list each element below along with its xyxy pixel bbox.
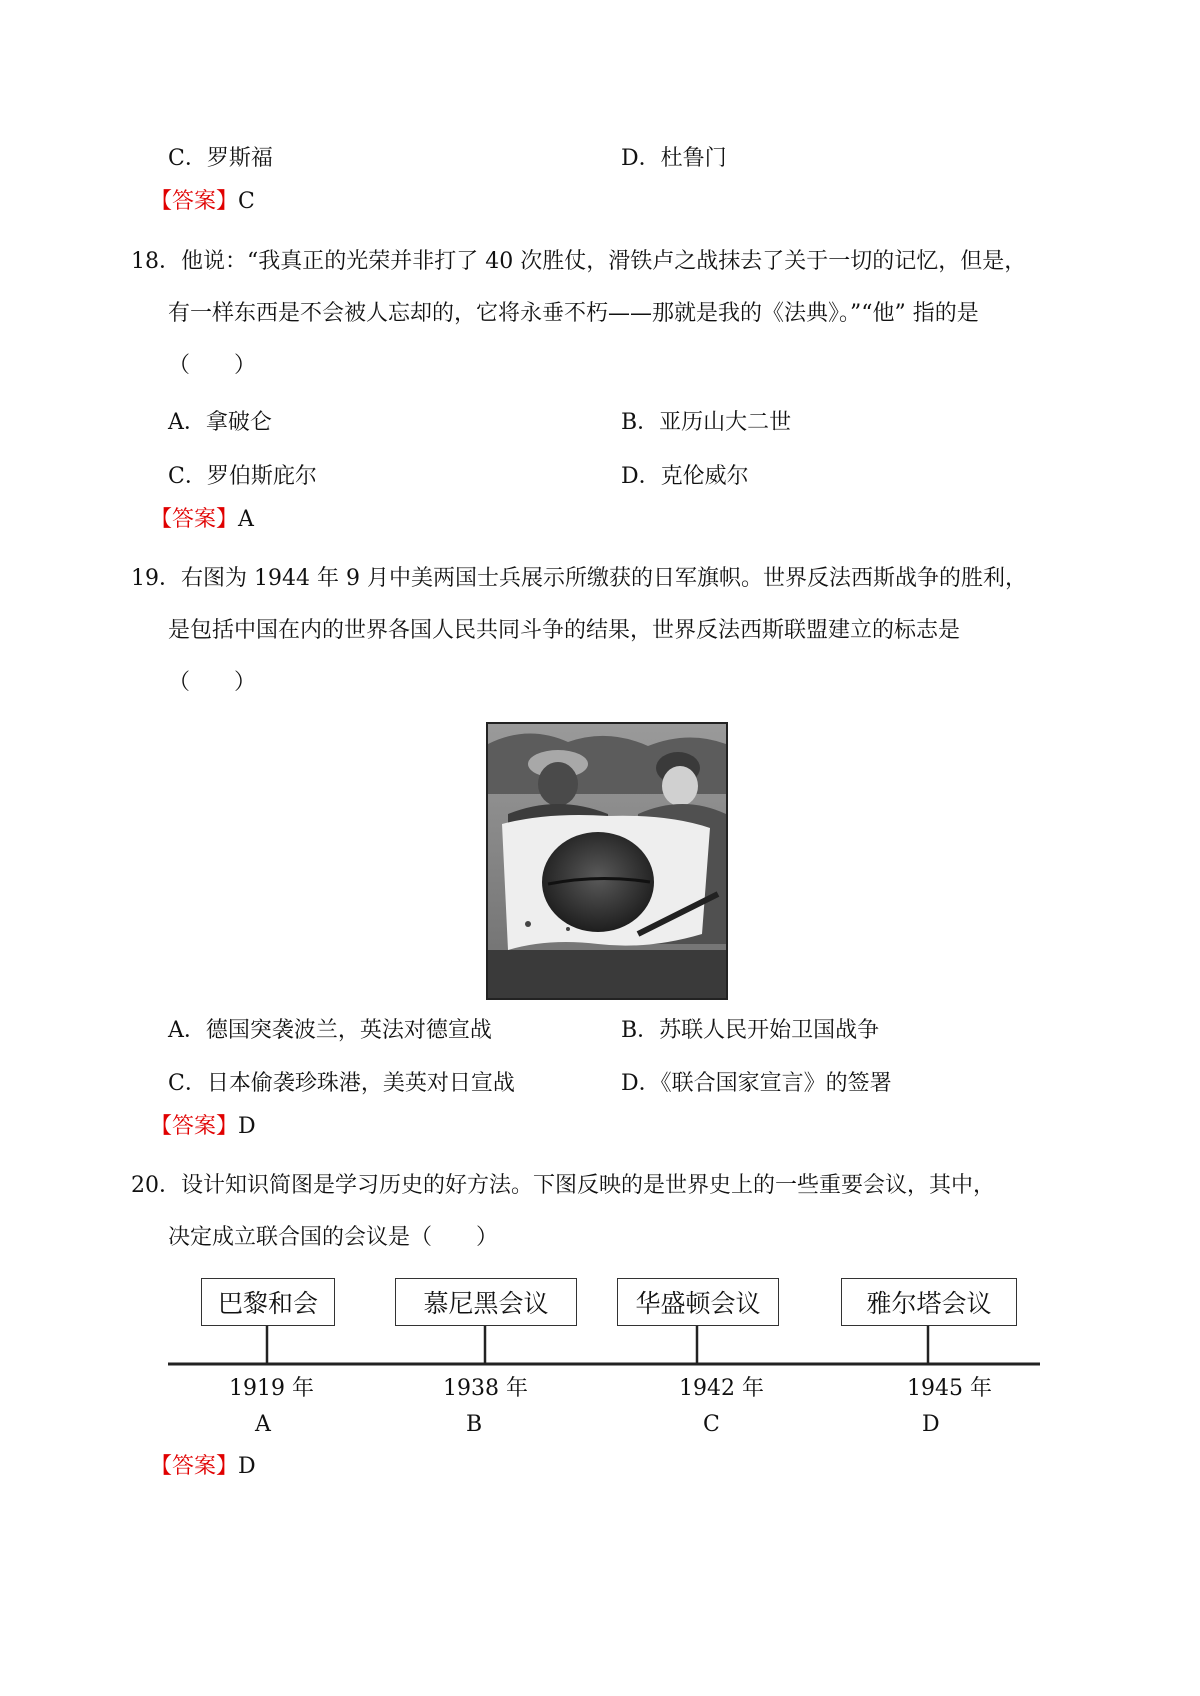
q19-option-d: D．《联合国家宣言》的签署 [621,1071,892,1096]
timeline-option-letter: C [703,1412,720,1437]
q19-option-c: C．日本偷袭珍珠港，美英对日宣战 [168,1071,515,1096]
timeline-event-box: 慕尼黑会议 [395,1278,577,1326]
q18-stem-line1: 18．他说：“我真正的光荣并非打了 40 次胜仗，滑铁卢之战抹去了关于一切的记忆，但是， [131,249,1027,274]
q19-stem-line3: （ ） [168,670,257,695]
timeline-option-letter: A [255,1412,271,1437]
q19-stem-line2: 是包括中国在内的世界各国人民共同斗争的结果，世界反法西斯联盟建立的标志是 [168,618,961,643]
answer-value: D [238,1114,256,1139]
q18-option-d: D．克伦威尔 [621,464,749,489]
q19-option-b: B．苏联人民开始卫国战争 [621,1018,880,1043]
q20-stem-line2: 决定成立联合国的会议是（ ） [168,1225,499,1250]
q17-option-c: C．罗斯福 [168,146,273,171]
q18-stem-line2: 有一样东西是不会被人忘却的，它将永垂不朽——那就是我的《法典》。”“他” 指的是 [168,301,979,326]
answer-value: A [238,507,254,532]
timeline-year: 1919 年 [229,1376,314,1401]
answer-value: C [238,189,255,214]
q18-option-c: C．罗伯斯庇尔 [168,464,317,489]
q20-answer [150,1456,256,1478]
q20-stem-line1: 20．设计知识简图是学习历史的好方法。下图反映的是世界史上的一些重要会议，其中， [131,1173,995,1198]
timeline-year: 1945 年 [907,1376,992,1401]
timeline-event-box: 华盛顿会议 [617,1278,779,1326]
timeline-year: 1942 年 [679,1376,764,1401]
q18-option-b: B．亚历山大二世 [621,410,792,435]
timeline-event-box: 巴黎和会 [201,1278,335,1326]
answer-label: 【答案】 [150,507,239,532]
timeline-option-letter: B [466,1412,483,1437]
timeline-event-box: 雅尔塔会议 [841,1278,1017,1326]
q19-option-a: A．德国突袭波兰，英法对德宣战 [168,1018,492,1043]
answer-label: 【答案】 [150,189,239,214]
q17-option-d: D．杜鲁门 [621,146,727,171]
answer-label: 【答案】 [150,1454,239,1479]
q18-option-a: A．拿破仑 [168,410,272,435]
q18-stem-line3: （ ） [168,353,257,378]
answer-value: D [238,1454,256,1479]
timeline-option-letter: D [922,1412,940,1437]
answer-label: 【答案】 [150,1114,239,1139]
q19-stem-line1: 19．右图为 1944 年 9 月中美两国士兵展示所缴获的日军旗帜。世界反法西斯战争的胜利， [131,566,1027,591]
timeline-year: 1938 年 [443,1376,528,1401]
